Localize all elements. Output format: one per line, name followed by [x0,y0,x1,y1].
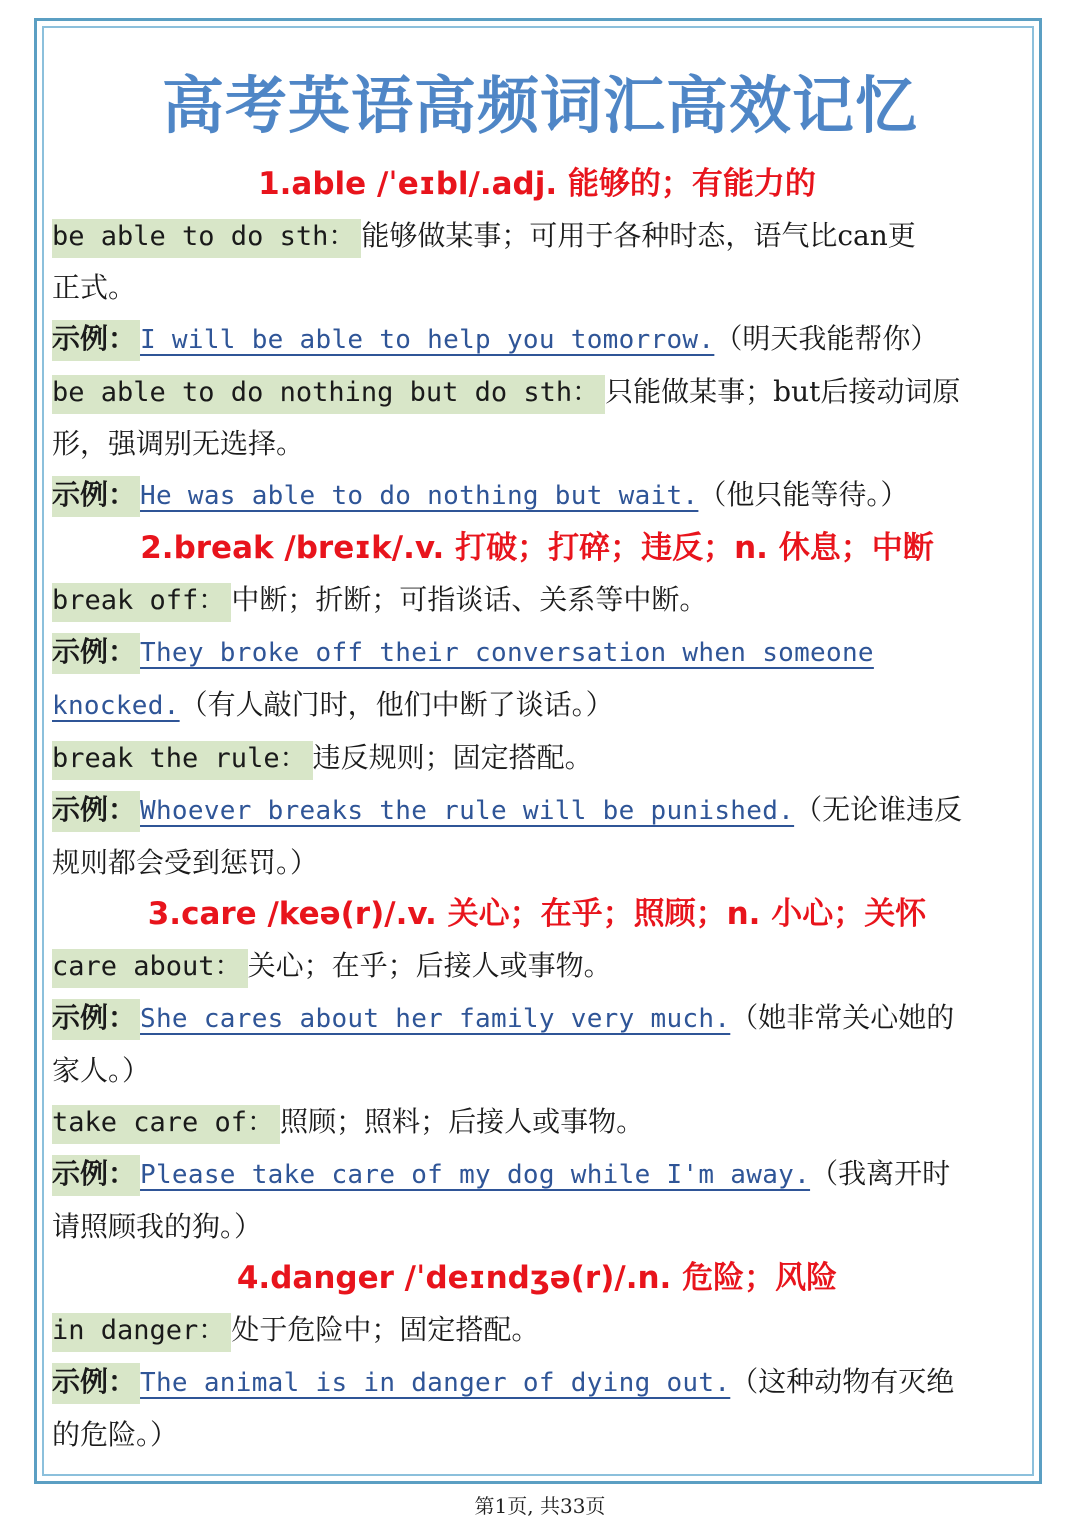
phrase-explanation: 处于危险中；固定搭配。 [231,1313,540,1346]
example-sentence: Please take care of my dog while I'm away. [140,1160,811,1190]
entry-heading-break: 2.break /breɪk/.v. 打破；打碎；违反；n. 休息；中断 [140,530,934,566]
example-translation: （无论谁违反 [794,793,963,826]
phrase-line [52,574,1022,626]
phrase-explanation: 关心；在乎；后接人或事物。 [247,949,612,982]
example-label: 示例： [52,320,140,361]
entry-heading-danger: 4.danger /ˈdeɪndʒə(r)/.n. 危险；风险 [236,1260,838,1296]
entry-heading-able: 1.able /ˈeɪbl/.adj. 能够的；有能力的 [258,166,816,202]
phrase: in danger： [52,1313,231,1352]
example-line-cont [52,679,1022,732]
example-translation: （她非常关心她的 [730,1001,955,1034]
example-translation-cont: 规则都会受到惩罚。） [52,846,319,879]
example-line [52,784,1022,837]
example-translation: （这种动物有灭绝 [730,1365,955,1398]
phrase: break off： [52,583,231,622]
phrase-explanation: 照顾；照料；后接人或事物。 [280,1105,645,1138]
entry-heading-care: 3.care /keə(r)/.v. 关心；在乎；照顾；n. 小心；关怀 [147,896,927,932]
example-translation-cont: 的危险。） [52,1418,179,1451]
example-sentence: She cares about her family very much. [140,1004,731,1034]
example-line [52,626,1022,679]
page-number: 第1页, 共33页 [474,1494,606,1518]
example-label: 示例： [52,476,140,517]
example-line [52,1356,1022,1409]
example-sentence: The animal is in danger of dying out. [140,1368,731,1398]
phrase: care about： [52,949,248,988]
example-line [52,313,1022,366]
example-translation: （他只能等待。） [698,478,909,511]
page-title: 高考英语高频词汇高效记忆 [161,69,918,142]
phrase-line [52,1096,1022,1148]
example-label: 示例： [52,1155,140,1196]
example-sentence: I will be able to help you tomorrow. [140,325,715,355]
phrase-explanation: 违反规则；固定搭配。 [312,741,593,774]
phrase-explanation: 能够做某事；可用于各种时态，语气比can更 [361,219,916,252]
phrase-line [52,732,1022,784]
phrase-line [52,940,1022,992]
phrase-explanation: 只能做某事；but后接动词原 [605,375,961,408]
example-translation: （有人敲门时，他们中断了谈话。） [179,688,614,721]
example-sentence: He was able to do nothing but wait. [140,481,699,511]
example-sentence: They broke off their conversation when someone [140,638,874,668]
example-line [52,1148,1022,1201]
example-label: 示例： [52,633,140,674]
example-sentence-cont: knocked. [52,691,180,721]
phrase: break the rule： [52,741,313,780]
example-translation: （明天我能帮你） [714,322,939,355]
example-line [52,992,1022,1045]
example-line [52,469,1022,522]
phrase: be able to do nothing but do sth： [52,375,605,414]
example-translation: （我离开时 [810,1157,951,1190]
phrase-line [52,366,1022,418]
example-label: 示例： [52,791,140,832]
phrase-line [52,1304,1022,1356]
phrase-explanation: 中断；折断；可指谈话、关系等中断。 [231,583,708,616]
phrase: be able to do sth： [52,219,361,258]
example-label: 示例： [52,999,140,1040]
example-translation-cont: 请照顾我的狗。） [52,1210,263,1243]
example-translation-cont: 家人。） [52,1054,151,1087]
example-sentence: Whoever breaks the rule will be punished. [140,796,795,826]
phrase-explanation-cont: 形，强调别无选择。 [52,427,305,460]
phrase-explanation-cont: 正式。 [52,271,137,304]
example-label: 示例： [52,1363,140,1404]
vocab-content [52,158,1022,1460]
phrase-line [52,210,1022,262]
phrase: take care of： [52,1105,280,1144]
